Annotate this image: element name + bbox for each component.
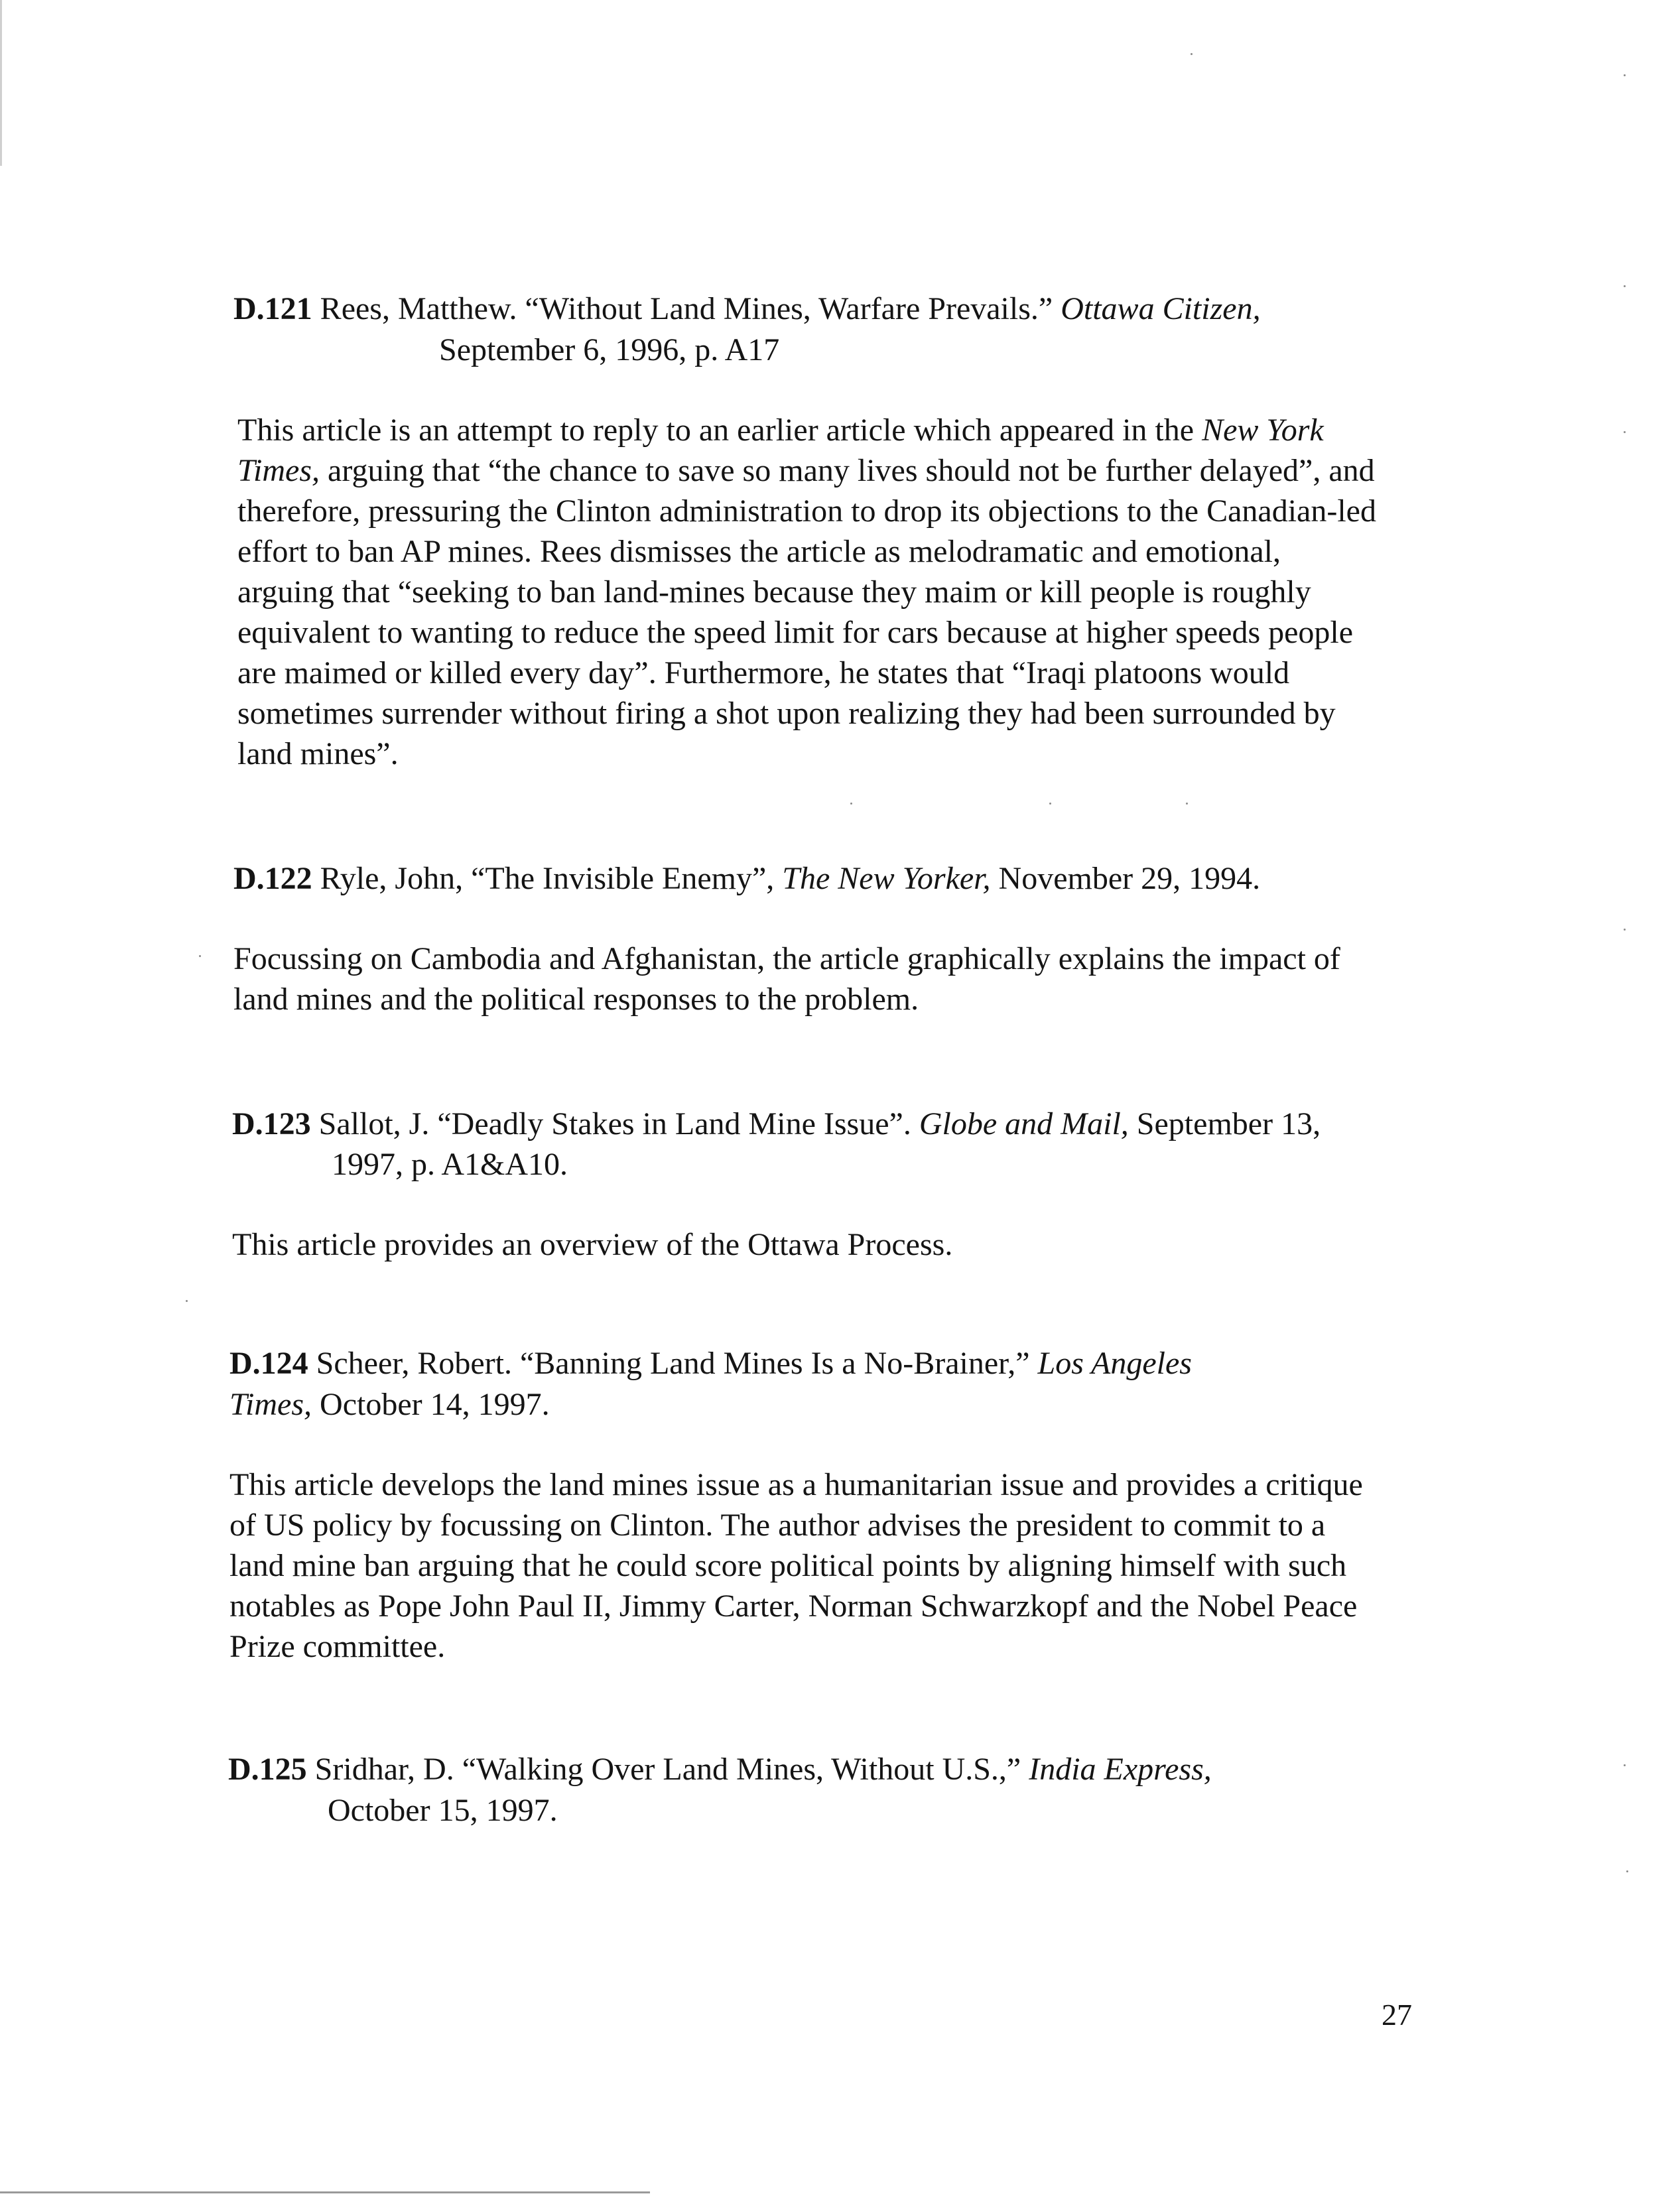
entry-code: D.122 [233,861,312,896]
summary-line: land mine ban arguing that he could score political points by aligning himself with such [229,1548,1347,1583]
summary-journal-italic: Times, [237,453,320,488]
summary-line: arguing that “seeking to ban land-mines because they maim or kill people is roughly [237,574,1311,610]
scan-edge-mark [0,0,2,166]
entry-citation [233,859,1260,899]
journal-title: Ottawa Citizen, [1061,291,1261,326]
summary-line: notables as Pope John Paul II, Jimmy Carter, Norman Schwarzkopf and the Nobel Peace [229,1589,1358,1624]
citation-date: October 14, 1997. [312,1387,550,1422]
journal-title-continued: Times, [229,1387,312,1422]
summary-line: This article is an attempt to reply to an earlier article which appeared in the [237,413,1195,448]
page-number: 27 [1382,1998,1412,2032]
summary-line: This article provides an overview of the Ottawa Process. [232,1227,953,1262]
citation-text: Scheer, Robert. “Banning Land Mines Is a No-Brainer,” [308,1346,1038,1381]
citation-text: Sridhar, D. “Walking Over Land Mines, Without U.S.,” [306,1752,1029,1787]
citation-text: Sallot, J. “Deadly Stakes in Land Mine Issue”. [310,1106,919,1141]
scan-speck [1624,929,1626,931]
scan-speck [1049,803,1051,805]
journal-title: The New Yorker, [782,861,991,896]
entry-summary [232,1224,952,1265]
scan-speck [1191,53,1193,55]
scan-speck [1624,74,1626,76]
entry-citation-continued [328,1791,558,1831]
summary-line: effort to ban AP mines. Rees dismisses the article as melodramatic and emotional, [237,534,1281,569]
summary-line: land mines and the political responses to the problem. [233,982,919,1017]
entry-summary [229,1464,1363,1667]
entry-code: D.121 [233,291,312,326]
citation-text: Ryle, John, “The Invisible Enemy”, [312,861,783,896]
entry-citation [233,289,1261,329]
scan-bottom-edge [0,2191,650,2193]
entry-citation [232,1104,1321,1144]
summary-line: This article develops the land mines issue as a humanitarian issue and provides a critique [229,1467,1363,1502]
citation-date: September 13, [1128,1106,1321,1141]
citation-date: October 15, 1997. [328,1793,558,1828]
entry-code: D.123 [232,1106,311,1141]
scan-speck [1624,1764,1626,1766]
summary-journal-italic: New York [1202,413,1324,448]
entry-code: D.124 [229,1346,308,1381]
scan-speck [1624,431,1626,433]
summary-line: are maimed or killed every day”. Furthermore, he states that “Iraqi platoons would [237,655,1290,690]
entry-citation-continued [332,1145,568,1185]
journal-title: Los Angeles [1037,1346,1192,1381]
summary-line: arguing that “the chance to save so many lives should not be further delayed”, and [328,453,1375,488]
scan-speck [1624,285,1626,287]
summary-line: of US policy by focussing on Clinton. The author advises the president to commit to a [229,1508,1326,1543]
summary-line: equivalent to wanting to reduce the speed limit for cars because at higher speeds people [237,615,1354,650]
entry-citation-continued [229,1385,550,1425]
entry-code: D.125 [228,1752,307,1787]
citation-pages: 1997, p. A1&A10. [332,1147,568,1182]
scan-speck [1626,1870,1628,1872]
summary-line: land mines”. [237,736,399,771]
summary-line: Focussing on Cambodia and Afghanistan, the article graphically explains the impact of [233,941,1340,976]
entry-citation-continued [439,330,779,370]
summary-line: sometimes surrender without firing a shot upon realizing they had been surrounded by [237,696,1336,731]
scan-speck [199,955,201,957]
entry-citation [229,1344,1192,1384]
scan-speck [186,1300,188,1302]
entry-summary [237,410,1376,774]
citation-date: November 29, 1994. [990,861,1261,896]
scan-speck [1186,803,1188,805]
journal-title: India Express, [1029,1752,1212,1787]
summary-line: Prize committee. [229,1629,446,1664]
citation-date: September 6, 1996, p. A17 [439,332,780,367]
scan-speck [850,803,852,805]
entry-summary [233,939,1340,1019]
summary-line: therefore, pressuring the Clinton administration to drop its objections to the Canadian-led [237,493,1376,529]
citation-text: Rees, Matthew. “Without Land Mines, Warfare Prevails.” [312,291,1061,326]
entry-citation [228,1750,1212,1789]
journal-title: Globe and Mail, [919,1106,1129,1141]
